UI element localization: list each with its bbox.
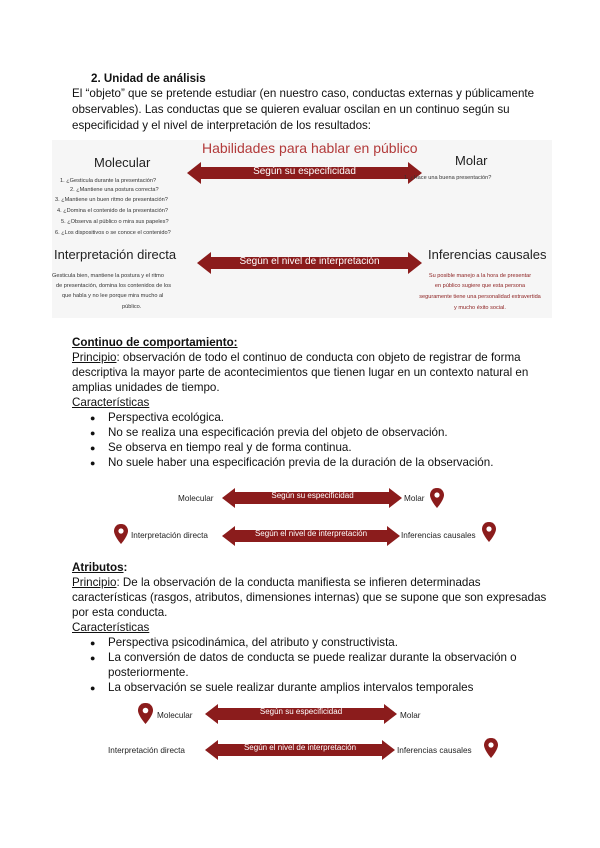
intro-line-3: especificidad y el nivel de interpretación de los resultados: [72, 119, 372, 132]
directa-line: público. [122, 304, 142, 310]
continuo-bullet: Perspectiva ecológica. [108, 411, 224, 424]
intro-line-1: El “objeto” que se pretende estudiar (en nuestro caso, conductas externas y públicamente [72, 87, 535, 100]
diagram1-molar: Molar [404, 494, 425, 503]
bullet-icon: ● [90, 443, 96, 453]
continuo-principio-line: descriptiva la mayor parte de acontecimientos que tienen lugar en un contexto natural en [72, 366, 529, 379]
atributos-bullet-continued: posteriormente. [108, 666, 189, 679]
continuo-bullet: No suele haber una especificación previa de la duración de la observación. [108, 456, 494, 469]
diagram1-molecular: Molecular [178, 494, 214, 503]
diagram1-interp-directa: Interpretación directa [131, 531, 208, 540]
causales-line: Su posible manejo a la hora de presentar [428, 273, 532, 279]
molecular-item: 6. ¿Los dispositivos o se conoce el contenido? [55, 230, 171, 236]
continuo-principio-text: : observación de todo el continuo de conducta con objeto de registrar de forma [116, 351, 521, 364]
figure-molar-label: Molar [455, 153, 488, 168]
location-pin-icon [484, 738, 498, 758]
directa-line: Gesticula bien, mantiene la postura y el ritmo [52, 273, 164, 279]
molecular-item: 1. ¿Gesticula durante la presentación? [60, 178, 157, 184]
location-pin-icon [138, 703, 153, 724]
continuo-caracteristicas-label: Características [72, 396, 150, 409]
diagram1-arrow1-label: Según su especificidad [271, 491, 354, 500]
atributos-principio-line: por esta conducta. [72, 606, 168, 619]
bullet-icon: ● [90, 458, 96, 468]
directa-line: de presentación, domina los contenidos de los [56, 283, 172, 289]
diagram2-arrow1-label: Según su especificidad [259, 707, 343, 716]
continuo-title: Continuo de comportamiento: [72, 336, 238, 349]
figure-arrow1-label: Según su especificidad [253, 166, 356, 177]
bullet-icon: ● [90, 428, 96, 438]
directa-line: que habla y no lee porque mira mucho al [62, 293, 164, 299]
public-speaking-figure [52, 140, 552, 318]
molecular-item: 3. ¿Mantiene un buen ritmo de presentación? [55, 197, 168, 203]
causales-line: seguramente tiene una personalidad extravertida [419, 294, 541, 300]
molecular-item: 5. ¿Observa al público o mira sus papeles? [61, 219, 169, 225]
bullet-icon: ● [90, 683, 96, 693]
atributos-title-suffix: : [123, 561, 128, 574]
atributos-title: Atributos [72, 561, 124, 574]
continuo-bullet: No se realiza una especificación previa del objeto de observación. [108, 426, 448, 439]
causales-line: en público sugiere que esta persona [434, 283, 526, 289]
figure-arrow2-label: Según el nivel de interpretación [239, 256, 380, 267]
continuo-bullet: Se observa en tiempo real y de forma continua. [108, 441, 352, 454]
bullet-icon: ● [90, 653, 96, 663]
atributos-bullet: La conversión de datos de conducta se puede realizar durante la observación o [108, 651, 517, 664]
atributos-caracteristicas-label: Características [72, 621, 150, 634]
causales-line: y mucho éxito social. [454, 305, 506, 311]
continuo-principio-line: amplias unidades de tiempo. [72, 381, 220, 394]
atributos-bullet: Perspectiva psicodinámica, del atributo y constructivista. [108, 636, 398, 649]
diagram2-molecular: Molecular [157, 711, 193, 720]
location-pin-icon [114, 524, 128, 544]
atributos-principio-text: : De la observación de la conducta manifiesta se infieren determinadas [116, 576, 481, 589]
atributos-bullet: La observación se suele realizar durante amplios intervalos temporales [108, 681, 474, 694]
figure-molecular-label: Molecular [94, 155, 151, 170]
location-pin-icon [482, 522, 496, 542]
atributos-principio-line: características (rasgos, atributos, dimensiones internas) que se supone que son expresadas [72, 591, 547, 604]
figure-title: Habilidades para hablar en público [202, 140, 418, 156]
diagram2-arrow2-label: Según el nivel de interpretación [243, 743, 357, 752]
molecular-item: 4. ¿Domina el contenido de la presentación? [57, 208, 169, 214]
section-heading: 2. Unidad de análisis [91, 72, 206, 85]
bullet-icon: ● [90, 638, 96, 648]
molar-item: 1. ¿Hace una buena presentación? [404, 175, 492, 181]
molecular-item: 2. ¿Mantiene una postura correcta? [70, 187, 159, 193]
figure-interp-directa: Interpretación directa [54, 247, 177, 262]
diagram1-inferencias: Inferencias causales [401, 531, 476, 540]
diagram2-inferencias: Inferencias causales [397, 746, 472, 755]
diagram2-interp-directa: Interpretación directa [108, 746, 185, 755]
diagram2-molar: Molar [400, 711, 421, 720]
bullet-icon: ● [90, 413, 96, 423]
diagram1-arrow2-label: Según el nivel de interpretación [254, 529, 368, 538]
atributos-principio-label: Principio [72, 576, 117, 589]
intro-line-2: observables). Las conductas que se quieren evaluar oscilan en un continuo según su [72, 103, 510, 116]
continuo-principio-label: Principio [72, 351, 117, 364]
location-pin-icon [430, 488, 444, 508]
figure-inferencias: Inferencias causales [428, 247, 547, 262]
